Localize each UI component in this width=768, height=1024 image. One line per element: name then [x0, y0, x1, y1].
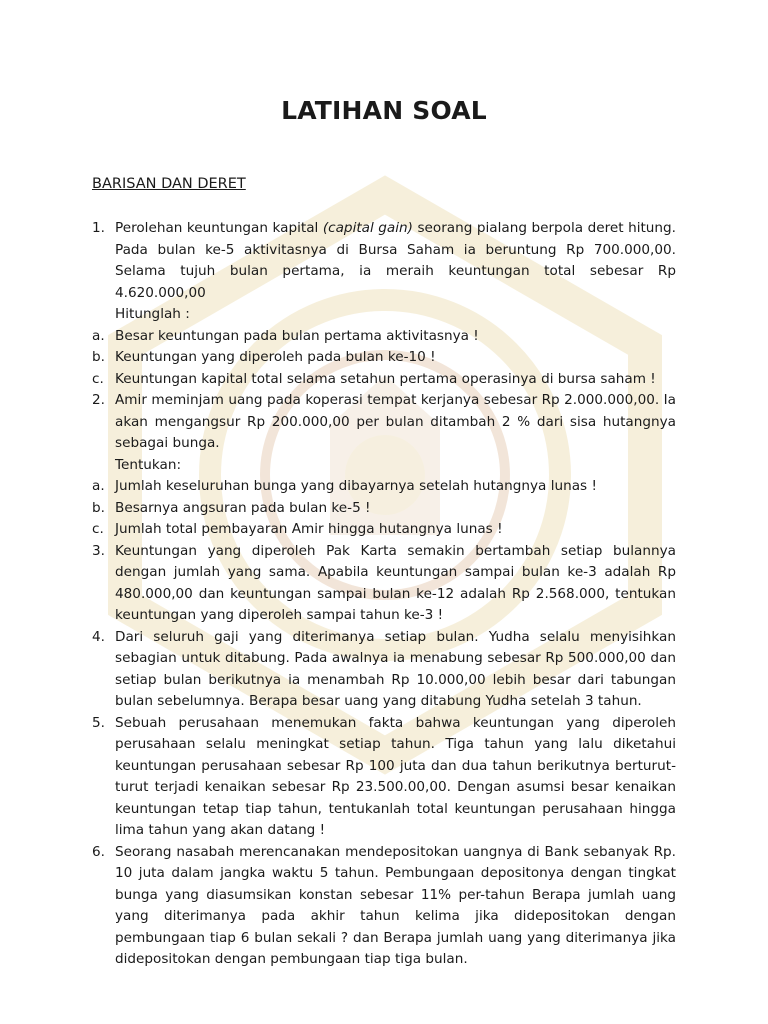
question-4	[92, 627, 676, 713]
question-text: Seorang nasabah merencanakan mendepositokan uangnya di Bank sebanyak Rp. 10 juta dalam jangka waktu 5 tahun. Pembungaan depositonya dengan tingkat bunga yang diasumsikan konstan sebesar 11% per-tahun Berapa jumlah uang yang diterimanya pada akhir tahun kelima jika didepositokan dengan pembungaan tiap 6 bulan sekali ? dan Berapa jumlah uang yang diterimanya jika didepositokan dengan pembungaan tiap tiga bulan.	[115, 843, 676, 967]
question-number: 6.	[92, 843, 105, 860]
question-text: Amir meminjam uang pada koperasi tempat kerjanya sebesar Rp 2.000.000,00. Ia akan mengangsur Rp 200.000,00 per bulan ditambah 2 % dari sisa hutangnya sebagai bunga.	[115, 392, 676, 451]
page-title: LATIHAN SOAL	[281, 96, 487, 125]
question-number: 5.	[92, 714, 105, 731]
question-1	[92, 218, 676, 304]
question-lead: Tentukan:	[115, 456, 182, 473]
question-6	[92, 842, 676, 971]
question-lead: Hitunglah :	[115, 306, 190, 322]
sub-question: a. Besar keuntungan pada bulan pertama aktivitasnya !	[92, 327, 479, 344]
question-text: Perolehan keuntungan kapital (capital gain) seorang pialang berpola deret hitung. Pada bulan ke-5 aktivitasnya di Bursa Saham ia beruntung Rp 700.000,00. Selama tujuh bulan pertama, ia meraih keuntungan total sebesar Rp 4.620.000,00	[115, 220, 676, 301]
question-3	[92, 541, 676, 627]
question-5	[92, 713, 676, 842]
sub-question: b. Besarnya angsuran pada bulan ke-5 !	[92, 499, 371, 516]
sub-question: b. Keuntungan yang diperoleh pada bulan ke-10 !	[92, 349, 436, 365]
question-text: Keuntungan yang diperoleh Pak Karta semakin bertambah setiap bulannya dengan jumlah yang sama. Apabila keuntungan sampai bulan ke-3 adalah Rp 480.000,00 dan keuntungan sampai bulan ke-12 adalah Rp 2.568.000, tentukan keuntungan yang diperoleh sampai tahun ke-3 !	[115, 542, 676, 623]
question-list	[92, 218, 676, 971]
question-2	[92, 390, 676, 455]
question-text: Dari seluruh gaji yang diterimanya setiap bulan. Yudha selalu menyisihkan sebagian untuk ditabung. Pada awalnya ia menabung sebesar Rp 500.000,00 dan setiap bulan berikutnya ia menambah Rp 10.000,00 lebih besar dari tabungan bulan sebelumnya. Berapa besar uang yang ditabung Yudha setelah 3 tahun.	[115, 628, 676, 709]
sub-question: c. Keuntungan kapital total selama setahun pertama operasinya di bursa saham !	[92, 370, 656, 387]
sub-question: a. Jumlah keseluruhan bunga yang dibayarnya setelah hutangnya lunas !	[92, 478, 597, 494]
question-number: 2.	[92, 392, 105, 408]
question-text: Sebuah perusahaan menemukan fakta bahwa keuntungan yang diperoleh perusahaan selalu meningkat setiap tahun. Tiga tahun yang lalu diketahui keuntungan perusahaan sebesar Rp 100 juta dan dua tahun berikutnya berturut-turut terjadi kenaikan sebesar Rp 23.500.00,00. Dengan asumsi besar kenaikan keuntungan tetap tiap tahun, tentukanlah total keuntungan perusahaan hingga lima tahun yang akan datang !	[115, 714, 676, 838]
section-heading: BARISAN DAN DERET	[92, 176, 246, 192]
sub-question: c. Jumlah total pembayaran Amir hingga hutangnya lunas !	[92, 521, 503, 537]
italic-term: (capital gain)	[322, 220, 413, 236]
question-number: 3.	[92, 542, 105, 559]
question-number: 4.	[92, 628, 105, 645]
question-number: 1.	[92, 220, 105, 236]
